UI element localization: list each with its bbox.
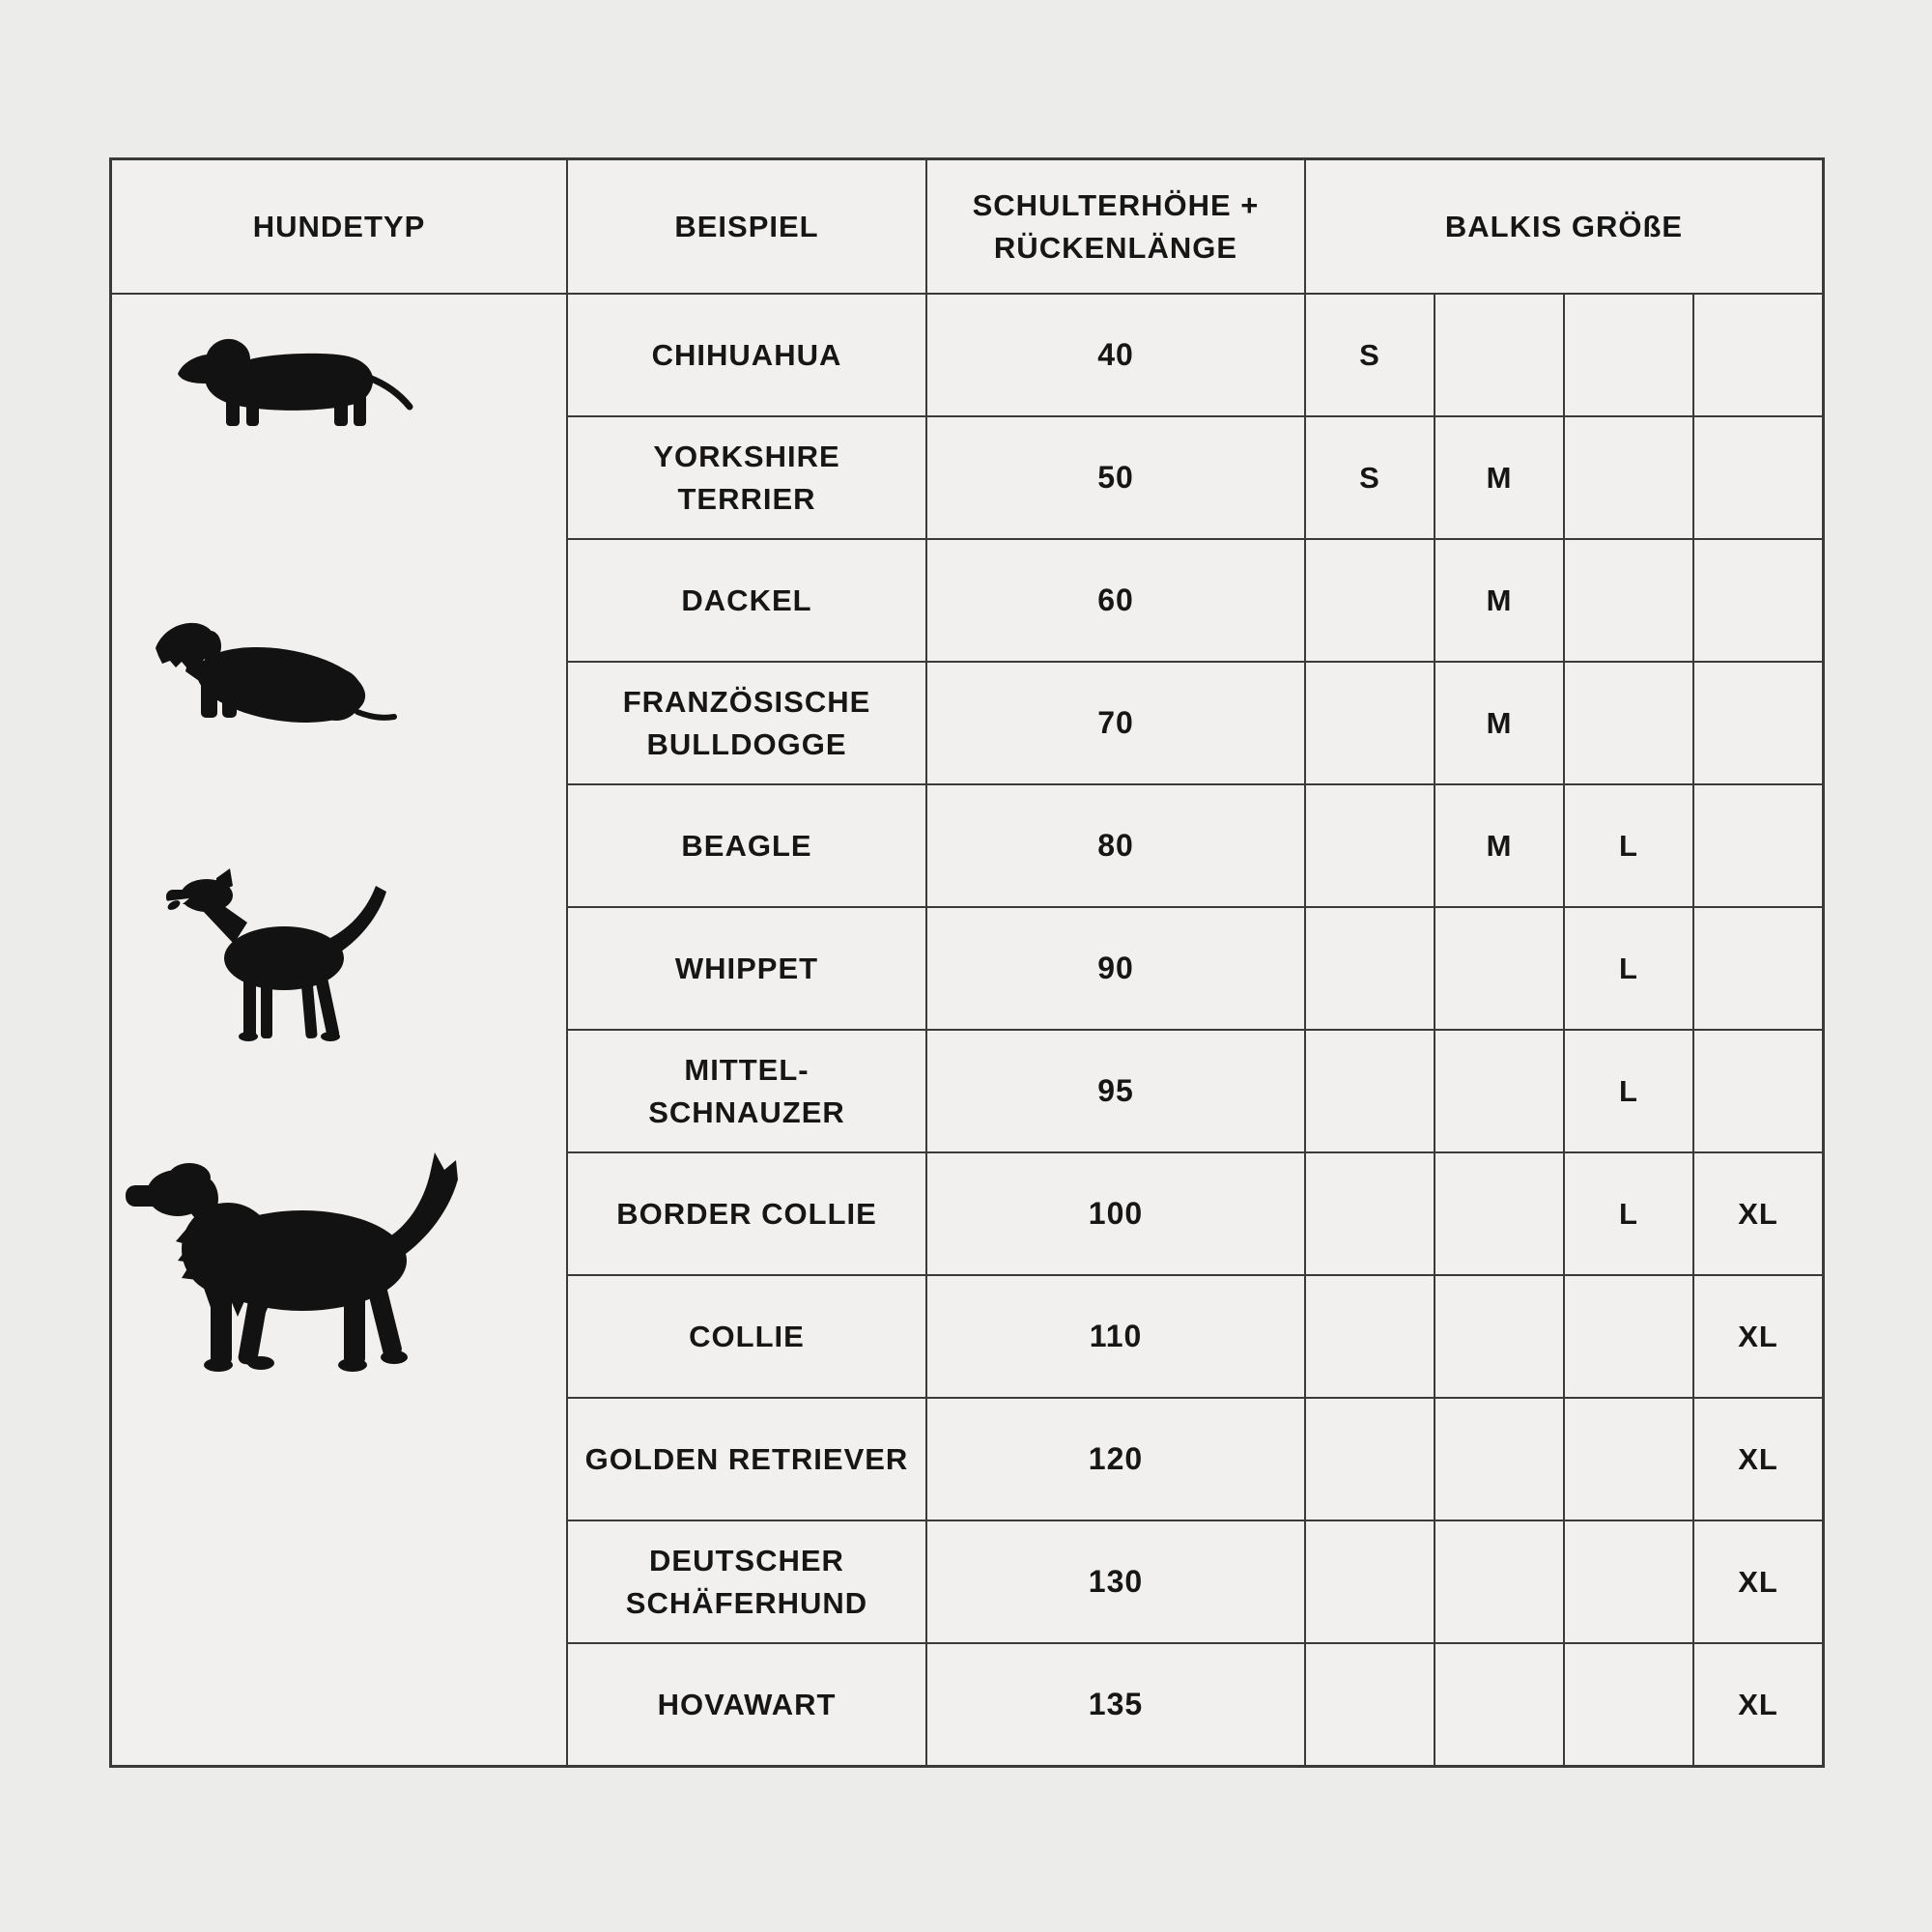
breed-cell: DACKEL xyxy=(568,540,925,661)
size-s-cell xyxy=(1306,663,1434,783)
size-s-cell xyxy=(1306,1031,1434,1151)
measure-value-cell: 70 xyxy=(927,663,1304,783)
breed-cell: MITTEL- SCHNAUZER xyxy=(568,1031,925,1151)
size-s-cell xyxy=(1306,908,1434,1029)
breed-cell: COLLIE xyxy=(568,1276,925,1397)
dachshund-icon xyxy=(170,333,421,430)
breed-cell: GOLDEN RETRIEVER xyxy=(568,1399,925,1520)
size-l-cell xyxy=(1565,295,1692,415)
measure-value-cell: 120 xyxy=(927,1399,1304,1520)
header-size: BALKIS GRÖßE xyxy=(1306,160,1822,293)
size-xl-cell xyxy=(1694,908,1822,1029)
header-example: BEISPIEL xyxy=(568,160,925,293)
size-s-cell xyxy=(1306,1399,1434,1520)
size-s-cell: S xyxy=(1306,295,1434,415)
measure-value-cell: 95 xyxy=(927,1031,1304,1151)
size-xl-cell: XL xyxy=(1694,1644,1822,1765)
breed-cell: FRANZÖSISCHE BULLDOGGE xyxy=(568,663,925,783)
size-l-cell: L xyxy=(1565,908,1692,1029)
breed-cell: WHIPPET xyxy=(568,908,925,1029)
size-l-cell xyxy=(1565,1399,1692,1520)
size-l-cell: L xyxy=(1565,785,1692,906)
size-s-cell xyxy=(1306,540,1434,661)
measure-value-cell: 40 xyxy=(927,295,1304,415)
breed-cell: BEAGLE xyxy=(568,785,925,906)
header-measure-line2: RÜCKENLÄNGE xyxy=(993,230,1238,265)
size-m-cell xyxy=(1435,1644,1563,1765)
size-xl-cell xyxy=(1694,663,1822,783)
size-l-cell: L xyxy=(1565,1031,1692,1151)
size-m-cell xyxy=(1435,1153,1563,1274)
long-haired-retriever-icon xyxy=(114,1135,467,1391)
header-dog-type: HUNDETYP xyxy=(112,160,566,293)
size-m-cell: M xyxy=(1435,417,1563,538)
size-m-cell: M xyxy=(1435,540,1563,661)
size-xl-cell xyxy=(1694,540,1822,661)
size-m-cell xyxy=(1435,1521,1563,1642)
size-l-cell xyxy=(1565,540,1692,661)
breed-cell: DEUTSCHER SCHÄFERHUND xyxy=(568,1521,925,1642)
size-m-cell xyxy=(1435,1276,1563,1397)
size-l-cell xyxy=(1565,1521,1692,1642)
size-s-cell xyxy=(1306,1276,1434,1397)
size-l-cell xyxy=(1565,663,1692,783)
dog-type-column xyxy=(112,295,566,1765)
size-xl-cell: XL xyxy=(1694,1399,1822,1520)
size-xl-cell: XL xyxy=(1694,1153,1822,1274)
size-s-cell: S xyxy=(1306,417,1434,538)
size-m-cell: M xyxy=(1435,785,1563,906)
size-m-cell xyxy=(1435,1031,1563,1151)
size-xl-cell: XL xyxy=(1694,1276,1822,1397)
wirehaired-dachshund-sitting-icon xyxy=(151,613,402,724)
size-m-cell xyxy=(1435,295,1563,415)
size-l-cell xyxy=(1565,417,1692,538)
size-l-cell: L xyxy=(1565,1153,1692,1274)
size-xl-cell xyxy=(1694,785,1822,906)
measure-value-cell: 130 xyxy=(927,1521,1304,1642)
breed-cell: HOVAWART xyxy=(568,1644,925,1765)
breed-cell: BORDER COLLIE xyxy=(568,1153,925,1274)
measure-value-cell: 110 xyxy=(927,1276,1304,1397)
medium-dog-standing-icon xyxy=(158,867,390,1050)
breed-cell: CHIHUAHUA xyxy=(568,295,925,415)
measure-value-cell: 80 xyxy=(927,785,1304,906)
measure-value-cell: 90 xyxy=(927,908,1304,1029)
size-xl-cell xyxy=(1694,417,1822,538)
size-s-cell xyxy=(1306,785,1434,906)
size-m-cell xyxy=(1435,1399,1563,1520)
size-l-cell xyxy=(1565,1644,1692,1765)
size-s-cell xyxy=(1306,1153,1434,1274)
header-measure-lines xyxy=(973,185,1260,269)
header-measure xyxy=(927,160,1304,293)
header-measure-line1: SCHULTERHÖHE + xyxy=(972,188,1260,223)
measure-value-cell: 135 xyxy=(927,1644,1304,1765)
size-xl-cell xyxy=(1694,295,1822,415)
size-s-cell xyxy=(1306,1644,1434,1765)
dog-size-table xyxy=(109,157,1825,1768)
measure-value-cell: 100 xyxy=(927,1153,1304,1274)
breed-cell: YORKSHIRE TERRIER xyxy=(568,417,925,538)
size-m-cell: M xyxy=(1435,663,1563,783)
size-s-cell xyxy=(1306,1521,1434,1642)
measure-value-cell: 60 xyxy=(927,540,1304,661)
measure-value-cell: 50 xyxy=(927,417,1304,538)
size-l-cell xyxy=(1565,1276,1692,1397)
size-m-cell xyxy=(1435,908,1563,1029)
size-xl-cell xyxy=(1694,1031,1822,1151)
size-xl-cell: XL xyxy=(1694,1521,1822,1642)
